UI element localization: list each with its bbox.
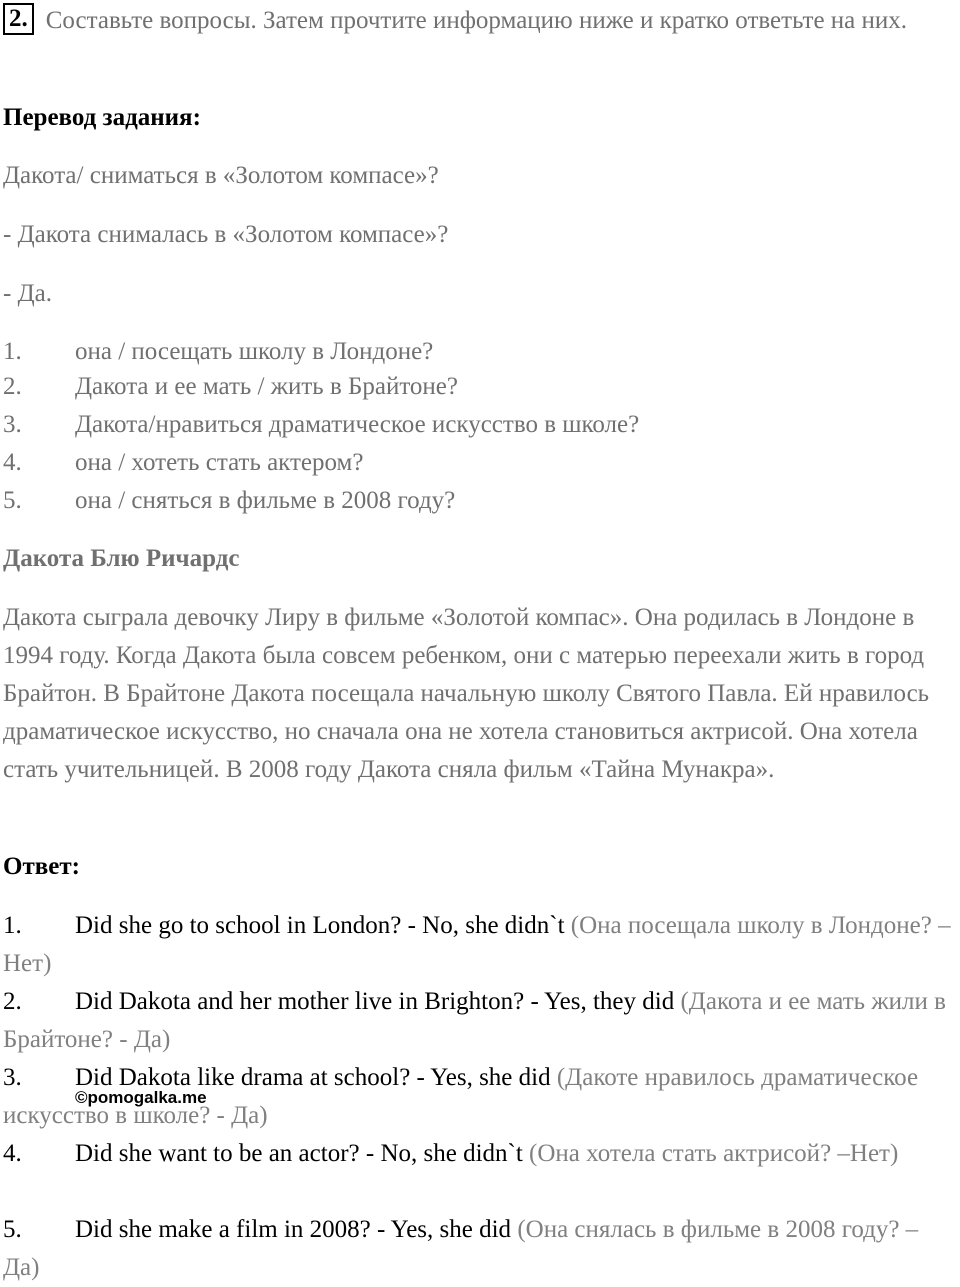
answer-translation: (Дакота и ее мать жили в Брайтоне? - Да) — [3, 988, 946, 1053]
prompt-text: она / сняться в фильме в 2008 году? — [75, 487, 456, 514]
prompt-item — [3, 447, 363, 479]
prompt-number: 2. — [3, 373, 22, 400]
answer-number: 5. — [3, 1216, 22, 1243]
answer-english: Did she make a film in 2008? - Yes, she did — [75, 1216, 512, 1243]
answer-english: Did she want to be an actor? - No, she didn`t — [75, 1140, 523, 1167]
prompt-number: 1. — [3, 338, 22, 365]
answer-translation: (Дакоте нравилось драматическое искусство в школе? - Да) — [3, 1064, 919, 1129]
prompt-item — [3, 371, 458, 403]
translation-heading: Перевод задания: — [3, 104, 201, 131]
answer-translation: (Она посещала школу в Лондоне? –Нет) — [3, 912, 951, 977]
answer-number: 3. — [3, 1064, 22, 1091]
example-answer: - Да. — [3, 280, 52, 307]
bio-heading: Дакота Блю Ричардс — [3, 545, 240, 572]
prompt-number: 3. — [3, 411, 22, 438]
prompt-text: Дакота/нравиться драматическое искусство в школе? — [75, 411, 640, 438]
prompt-text: Дакота и ее мать / жить в Брайтоне? — [75, 373, 458, 400]
bio-paragraph: Дакота сыграла девочку Лиру в фильме «Золотой компас». Она родилась в Лондоне в 1994 году. Когда Дакота была совсем ребенком, они с матерью переехали жить в город Брайтон. В Брайтоне Дакота посещала начальную школу Святого Павла. Ей нравилось драматическое искусство, но сначала она не хотела становиться актрисой. Она хотела стать учительницей. В 2008 году Дакота сняла фильм «Тайна Мунакра». — [3, 604, 930, 783]
answer-english: Did Dakota like drama at school? - Yes, she did — [75, 1064, 551, 1091]
answer-item — [3, 1211, 955, 1287]
prompt-number: 4. — [3, 449, 22, 476]
example-prompt: Дакота/ сниматься в «Золотом компасе»? — [3, 162, 439, 189]
task-number-badge: 2. — [3, 3, 34, 35]
task-instruction — [3, 2, 955, 40]
prompt-text: она / посещать школу в Лондоне? — [75, 338, 434, 365]
prompt-item — [3, 409, 639, 441]
prompt-item — [3, 485, 455, 517]
prompt-text: она / хотеть стать актером? — [75, 449, 364, 476]
task-instruction-text: Составьте вопросы. Затем прочтите информацию ниже и кратко ответьте на них. — [45, 7, 908, 34]
answer-english: Did she go to school in London? - No, she didn`t — [75, 912, 565, 939]
answer-english: Did Dakota and her mother live in Brighton? - Yes, they did — [75, 988, 675, 1015]
answer-heading: Ответ: — [3, 853, 80, 880]
prompt-number: 5. — [3, 487, 22, 514]
answer-translation: (Она снялась в фильме в 2008 году? – Да) — [3, 1216, 919, 1281]
prompt-item — [3, 336, 433, 368]
example-question: - Дакота снималась в «Золотом компасе»? — [3, 221, 449, 248]
answer-number: 4. — [3, 1140, 22, 1167]
answer-item — [3, 907, 955, 983]
answer-item — [3, 983, 955, 1059]
watermark: ©pomogalka.me — [75, 1088, 207, 1107]
answer-translation: (Она хотела стать актрисой? –Нет) — [529, 1140, 899, 1167]
answer-number: 1. — [3, 912, 22, 939]
answer-item — [3, 1135, 955, 1173]
answer-number: 2. — [3, 988, 22, 1015]
